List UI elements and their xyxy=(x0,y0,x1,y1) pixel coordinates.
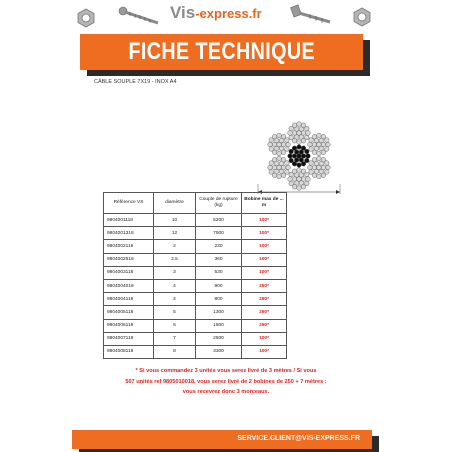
title-banner xyxy=(80,34,363,70)
cell-diameter: 7 xyxy=(154,332,196,345)
cell-breaking-load: 1800 xyxy=(196,319,242,332)
cell-diameter: 2.5 xyxy=(154,253,196,266)
cell-breaking-load: 3300 xyxy=(196,345,242,358)
cell-max-reel: 100* xyxy=(242,240,287,253)
cell-max-reel: 250* xyxy=(242,306,287,319)
cell-reference: 9804001318 xyxy=(104,227,154,240)
table-row xyxy=(104,306,287,319)
cell-max-reel: 100* xyxy=(242,227,287,240)
cell-reference: 9804002118 xyxy=(104,240,154,253)
cell-breaking-load: 530 xyxy=(196,266,242,279)
cell-breaking-load: 7500 xyxy=(196,227,242,240)
cell-reference: 9804005118 xyxy=(104,306,154,319)
col-header-max-reel: Bobine max de ... m xyxy=(242,193,287,214)
cell-max-reel: 250* xyxy=(242,279,287,292)
footer-banner xyxy=(72,430,372,449)
cell-breaking-load: 360 xyxy=(196,253,242,266)
table-row xyxy=(104,319,287,332)
table-row xyxy=(104,345,287,358)
delivery-note: * Si vous commandez 3 unités vous serez livré de 3 mètres / Si vous 507 unités ref 9805010018, vous serez livré de 2 bobines de 250 + 7 mètres : vous recevrez donc 3 morceaux. xyxy=(125,368,327,395)
cell-breaking-load: 5200 xyxy=(196,214,242,227)
cell-reference: 9804006118 xyxy=(104,319,154,332)
spec-table xyxy=(103,192,287,359)
cell-reference: 9804003118 xyxy=(104,266,154,279)
cell-diameter: 4 xyxy=(154,293,196,306)
product-subtitle: CÂBLE SOUPLE 7X19 - INOX A4 xyxy=(94,79,177,85)
cell-max-reel: 100* xyxy=(242,266,287,279)
table-row xyxy=(104,266,287,279)
cell-reference: 9804001118 xyxy=(104,214,154,227)
cell-reference: 9804004018 xyxy=(104,279,154,292)
contact-email[interactable]: SERVICE.CLIENT@VIS-EXPRESS.FR xyxy=(237,435,360,442)
cell-diameter: 8 xyxy=(154,345,196,358)
table-row xyxy=(104,227,287,240)
col-header-diameter: diamètre xyxy=(154,193,196,214)
bolt-icon xyxy=(290,4,332,26)
cell-breaking-load: 900 xyxy=(196,279,242,292)
washer-icon xyxy=(352,7,372,27)
cell-reference: 9804007118 xyxy=(104,332,154,345)
cell-diameter: 6 xyxy=(154,319,196,332)
cell-max-reel: 100* xyxy=(242,253,287,266)
cell-diameter: 5 xyxy=(154,306,196,319)
cell-max-reel: 250* xyxy=(242,293,287,306)
page-title: FICHE TECHNIQUE xyxy=(128,38,315,65)
cell-breaking-load: 1300 xyxy=(196,306,242,319)
cell-max-reel: 100* xyxy=(242,332,287,345)
hex-nut-icon xyxy=(76,8,96,28)
cell-diameter: 2 xyxy=(154,240,196,253)
table-row xyxy=(104,293,287,306)
table-row xyxy=(104,253,287,266)
cell-diameter: 3 xyxy=(154,266,196,279)
table-header-row xyxy=(104,193,287,214)
table-row xyxy=(104,332,287,345)
screw-icon xyxy=(118,4,162,26)
cell-diameter: 4 xyxy=(154,279,196,292)
table-row xyxy=(104,279,287,292)
cell-diameter: 12 xyxy=(154,227,196,240)
cable-cross-section-icon xyxy=(254,118,344,198)
cell-breaking-load: 800 xyxy=(196,293,242,306)
cell-reference: 9804002518 xyxy=(104,253,154,266)
brand-logo: Vis-express.fr xyxy=(170,3,262,22)
table-row xyxy=(104,240,287,253)
cell-reference: 9804004118 xyxy=(104,293,154,306)
cell-max-reel: 100* xyxy=(242,214,287,227)
cell-diameter: 10 xyxy=(154,214,196,227)
table-row xyxy=(104,214,287,227)
col-header-reference: Référence VS xyxy=(104,193,154,214)
cell-max-reel: 250* xyxy=(242,319,287,332)
col-header-breaking-load: Couple de rupture (kg) xyxy=(196,193,242,214)
cell-breaking-load: 2500 xyxy=(196,332,242,345)
cell-breaking-load: 230 xyxy=(196,240,242,253)
cell-max-reel: 100* xyxy=(242,345,287,358)
cell-reference: 9804008118 xyxy=(104,345,154,358)
